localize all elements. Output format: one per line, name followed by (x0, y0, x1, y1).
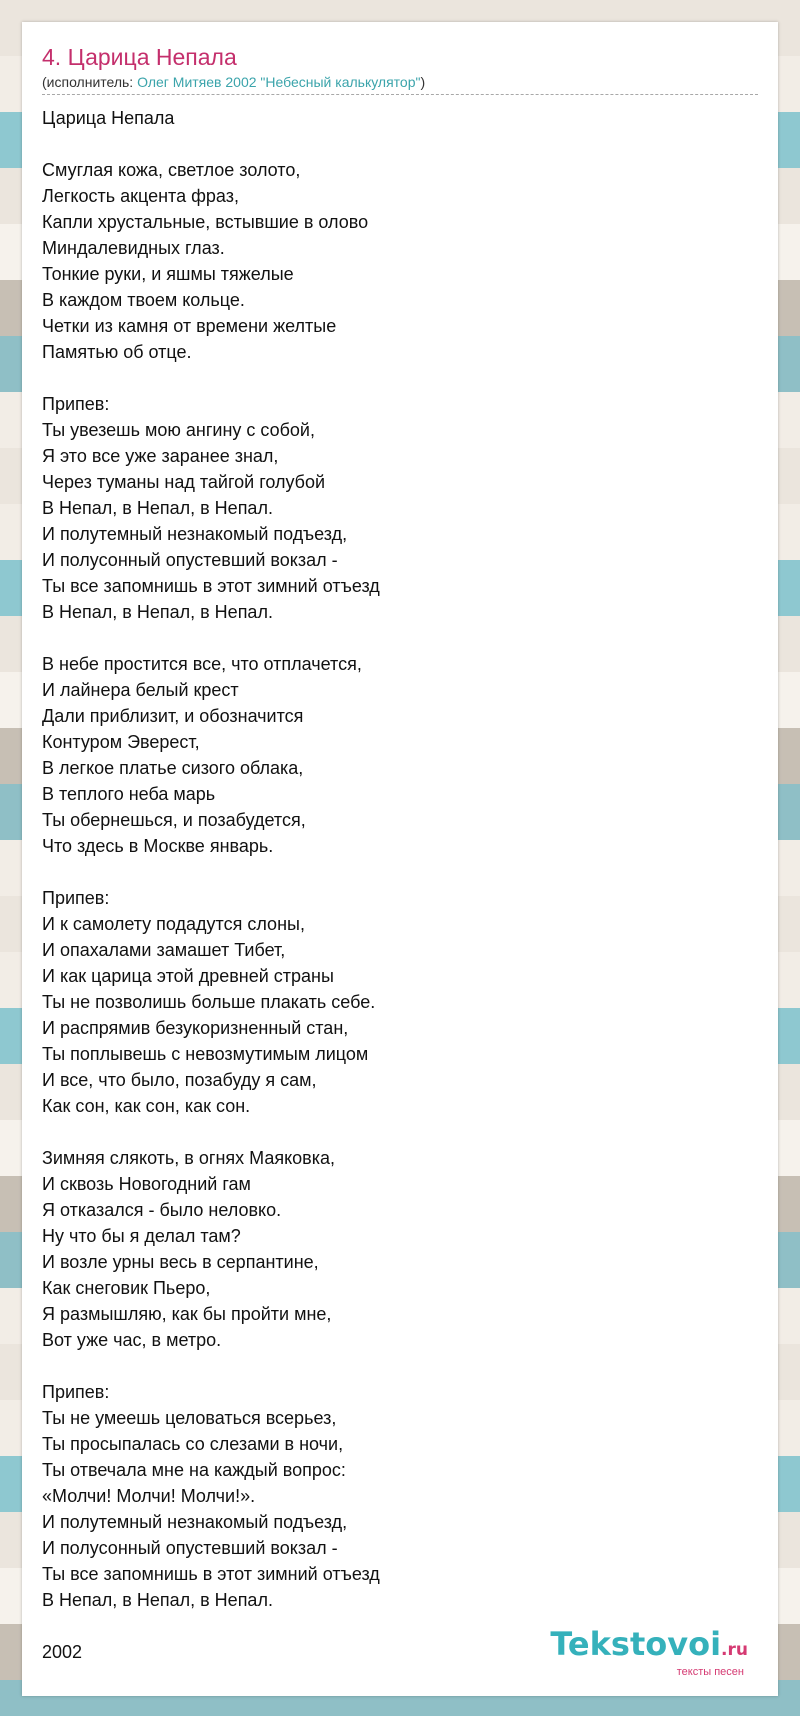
lyric-line: Припев: (42, 888, 110, 908)
lyric-line: Ты отвечала мне на каждый вопрос: (42, 1460, 346, 1480)
performer-link[interactable]: Олег Митяев 2002 "Небесный калькулятор" (137, 74, 421, 90)
lyric-line: Капли хрустальные, встывшие в олово (42, 212, 369, 232)
lyric-line: Ты не позволишь больше плакать себе. (42, 992, 376, 1012)
lyrics-text (42, 105, 758, 1665)
lyric-line: Тонкие руки, и яшмы тяжелые (42, 264, 294, 284)
lyric-line: И сквозь Новогодний гам (42, 1174, 251, 1194)
lyric-line (42, 1119, 758, 1145)
lyric-line: В теплого неба марь (42, 784, 216, 804)
performer-info (42, 72, 758, 95)
lyric-line: И опахалами замашет Тибет, (42, 940, 286, 960)
lyric-line: Припев: (42, 1382, 110, 1402)
lyric-line: Миндалевидных глаз. (42, 238, 225, 258)
lyric-line: И распрямив безукоризненный стан, (42, 1018, 349, 1038)
lyric-line (42, 625, 758, 651)
lyric-line: Ты просыпалась со слезами в ночи, (42, 1434, 344, 1454)
lyric-line: Царица Непала (42, 108, 175, 128)
lyric-line: Я отказался - было неловко. (42, 1200, 282, 1220)
lyric-line: И лайнера белый крест (42, 680, 239, 700)
performer-suffix: ) (420, 74, 426, 90)
lyric-line: Ты все запомнишь в этот зимний отъезд (42, 576, 380, 596)
lyric-line: И полусонный опустевший вокзал - (42, 550, 338, 570)
lyric-line: Ты увезешь мою ангину с собой, (42, 420, 315, 440)
lyric-line: И возле урны весь в серпантине, (42, 1252, 319, 1272)
lyric-line: Дали приблизит, и обозначится (42, 706, 304, 726)
lyric-line: Припев: (42, 394, 110, 414)
performer-prefix: (исполнитель: (42, 74, 138, 90)
lyric-line: В легкое платье сизого облака, (42, 758, 304, 778)
lyric-line: В каждом твоем кольце. (42, 290, 245, 310)
lyric-line: Легкость акцента фраз, (42, 186, 239, 206)
logo-tld: .ru (721, 1640, 748, 1660)
lyric-line: Памятью об отце. (42, 342, 192, 362)
lyric-line: И все, что было, позабуду я сам, (42, 1070, 317, 1090)
lyric-line: Ты все запомнишь в этот зимний отъезд (42, 1564, 380, 1584)
lyric-line: Я это все уже заранее знал, (42, 446, 279, 466)
lyric-line: В Непал, в Непал, в Непал. (42, 498, 273, 518)
lyric-line: Ты обернешься, и позабудется, (42, 810, 306, 830)
lyric-line: В небе простится все, что отплачется, (42, 654, 362, 674)
lyric-line: И полутемный незнакомый подъезд, (42, 524, 348, 544)
lyric-line (42, 131, 758, 157)
lyric-line: В Непал, в Непал, в Непал. (42, 1590, 273, 1610)
lyric-line: Вот уже час, в метро. (42, 1330, 222, 1350)
lyric-line: Как сон, как сон, как сон. (42, 1096, 251, 1116)
logo-wordmark: Tekstovoi.ru (550, 1625, 748, 1663)
lyric-line: И полутемный незнакомый подъезд, (42, 1512, 348, 1532)
lyric-line: Зимняя слякоть, в огнях Маяковка, (42, 1148, 336, 1168)
lyric-line: И как царица этой древней страны (42, 966, 334, 986)
lyric-line: Я размышляю, как бы пройти мне, (42, 1304, 332, 1324)
lyric-line: Смуглая кожа, светлое золото, (42, 160, 301, 180)
lyric-line: Контуром Эверест, (42, 732, 200, 752)
lyric-line: Как снеговик Пьеро, (42, 1278, 211, 1298)
lyric-line: Что здесь в Москве январь. (42, 836, 274, 856)
lyric-line: «Молчи! Молчи! Молчи!». (42, 1486, 256, 1506)
site-logo[interactable] (550, 1625, 748, 1678)
logo-tagline: тексты песен (676, 1666, 744, 1678)
page-title: 4. Царица Непала (42, 44, 237, 70)
lyric-line: И полусонный опустевший вокзал - (42, 1538, 338, 1558)
lyric-line: Четки из камня от времени желтые (42, 316, 337, 336)
lyric-line (42, 1353, 758, 1379)
lyric-line: Ты поплывешь с невозмутимым лицом (42, 1044, 369, 1064)
lyric-line: В Непал, в Непал, в Непал. (42, 602, 273, 622)
lyric-line: Ну что бы я делал там? (42, 1226, 241, 1246)
lyric-line (42, 859, 758, 885)
lyric-line: И к самолету подадутся слоны, (42, 914, 305, 934)
year-line: 2002 (42, 1642, 83, 1662)
lyric-line: Ты не умеешь целоваться всерьез, (42, 1408, 337, 1428)
lyric-line: Через туманы над тайгой голубой (42, 472, 326, 492)
lyric-line (42, 365, 758, 391)
lyrics-card (22, 22, 778, 1696)
